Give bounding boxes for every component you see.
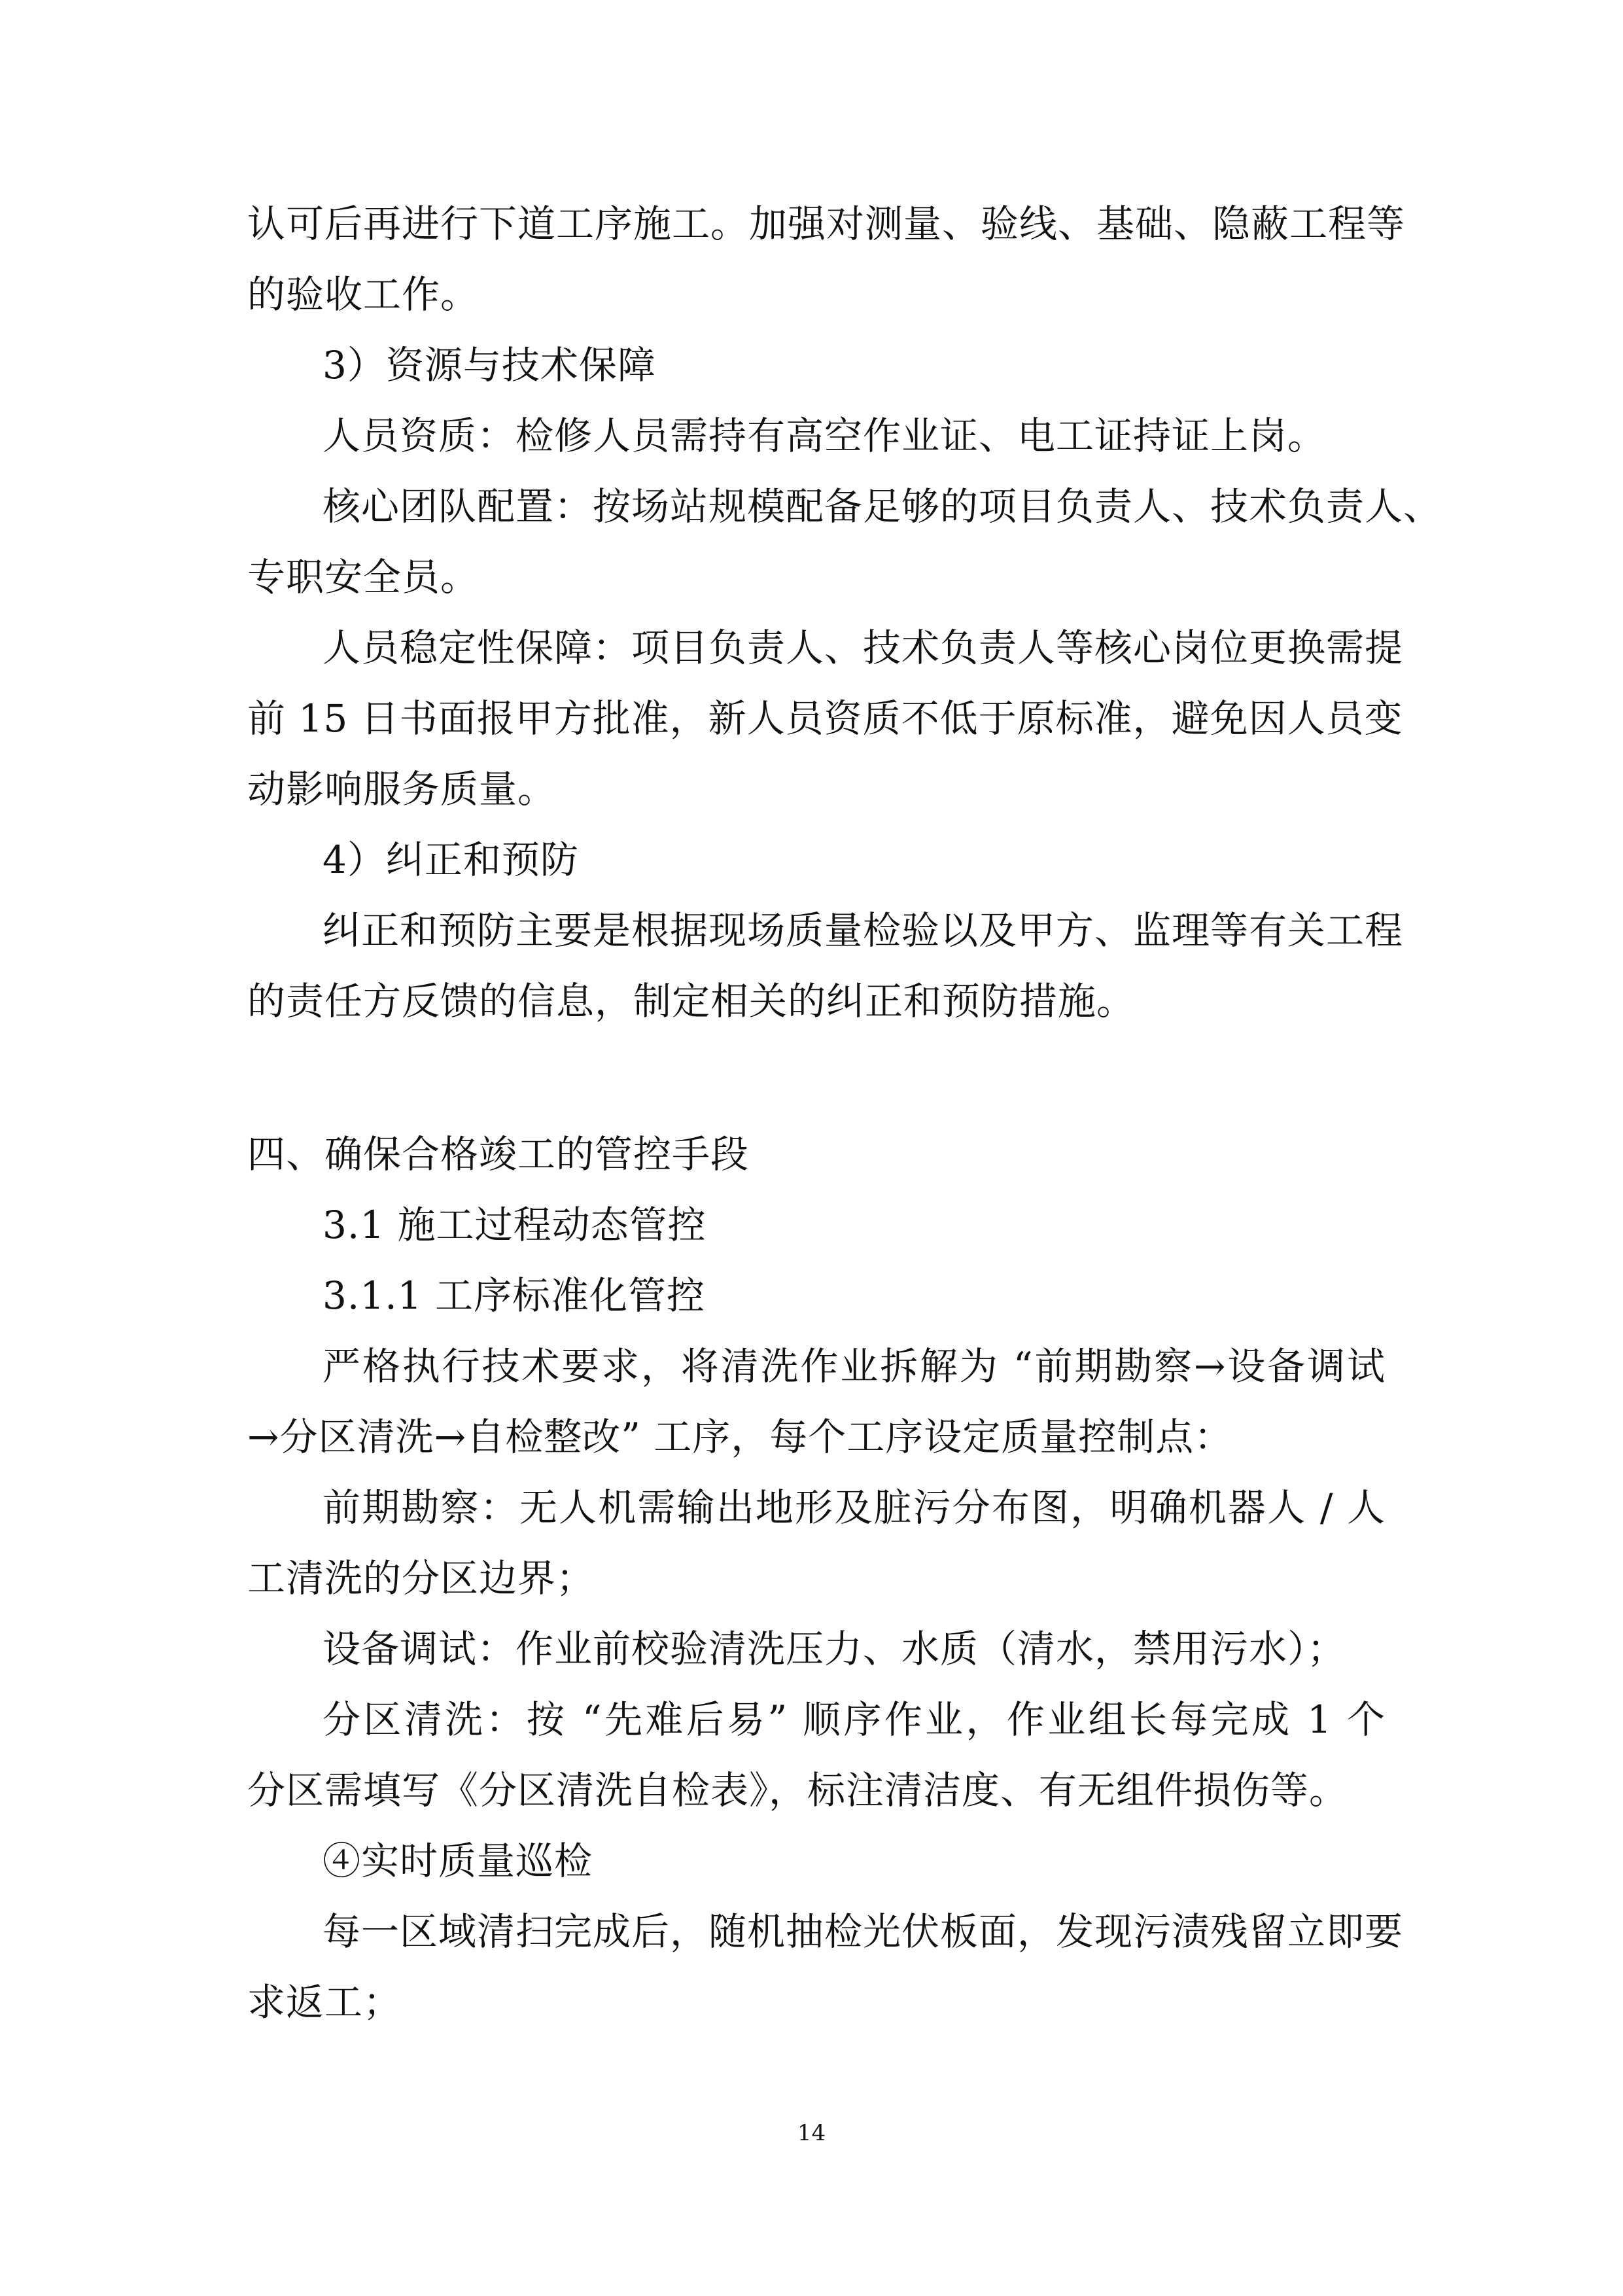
paragraph-line: 人员资质：检修人员需持有高空作业证、电工证持证上岗。 <box>323 414 1327 458</box>
paragraph-line: →分区清洗→自检整改” 工序，每个工序设定质量控制点： <box>247 1415 1233 1459</box>
section-heading: 3.1 施工过程动态管控 <box>323 1203 707 1247</box>
paragraph-line: 求返工； <box>247 1980 402 2024</box>
page-number: 14 <box>797 2120 826 2146</box>
paragraph-line: 的验收工作。 <box>247 272 480 317</box>
paragraph-line: 人员稳定性保障：项目负责人、技术负责人等核心岗位更换需提 <box>323 626 1404 670</box>
paragraph-line: 动影响服务质量。 <box>247 767 557 811</box>
paragraph-line: 认可后再进行下道工序施工。加强对测量、验线、基础、隐蔽工程等 <box>247 202 1406 246</box>
section-heading: 4）纠正和预防 <box>323 838 579 882</box>
section-heading: ④实时质量巡检 <box>323 1839 593 1883</box>
section-heading: 3）资源与技术保障 <box>323 343 656 387</box>
paragraph-line: 专职安全员。 <box>247 555 480 599</box>
chapter-heading: 四、确保合格竣工的管控手段 <box>247 1132 750 1176</box>
subsection-heading: 3.1.1 工序标准化管控 <box>323 1273 706 1318</box>
paragraph-line: 每一区域清扫完成后，随机抽检光伏板面，发现污渍残留立即要 <box>323 1909 1404 1954</box>
paragraph-line: 核心团队配置：按场站规模配备足够的项目负责人、技术负责人、 <box>323 484 1442 529</box>
paragraph-line: 的责任方反馈的信息，制定相关的纠正和预防措施。 <box>247 979 1136 1023</box>
paragraph-line: 前 15 日书面报甲方批准，新人员资质不低于原标准，避免因人员变 <box>247 696 1403 741</box>
paragraph-line: 设备调试：作业前校验清洗压力、水质（清水，禁用污水）； <box>323 1627 1346 1671</box>
paragraph-line: 纠正和预防主要是根据现场质量检验以及甲方、监理等有关工程 <box>323 908 1404 953</box>
paragraph-line: 分区需填写《分区清洗自检表》，标注清洁度、有无组件损伤等。 <box>247 1768 1348 1812</box>
paragraph-line: 前期勘察：无人机需输出地形及脏污分布图，明确机器人 / 人 <box>323 1485 1386 1530</box>
paragraph-line: 工清洗的分区边界； <box>247 1556 595 1600</box>
paragraph-line: 分区清洗：按 “先难后易” 顺序作业，作业组长每完成 1 个 <box>323 1697 1386 1742</box>
paragraph-line: 严格执行技术要求，将清洗作业拆解为 “前期勘察→设备调试 <box>323 1344 1386 1388</box>
